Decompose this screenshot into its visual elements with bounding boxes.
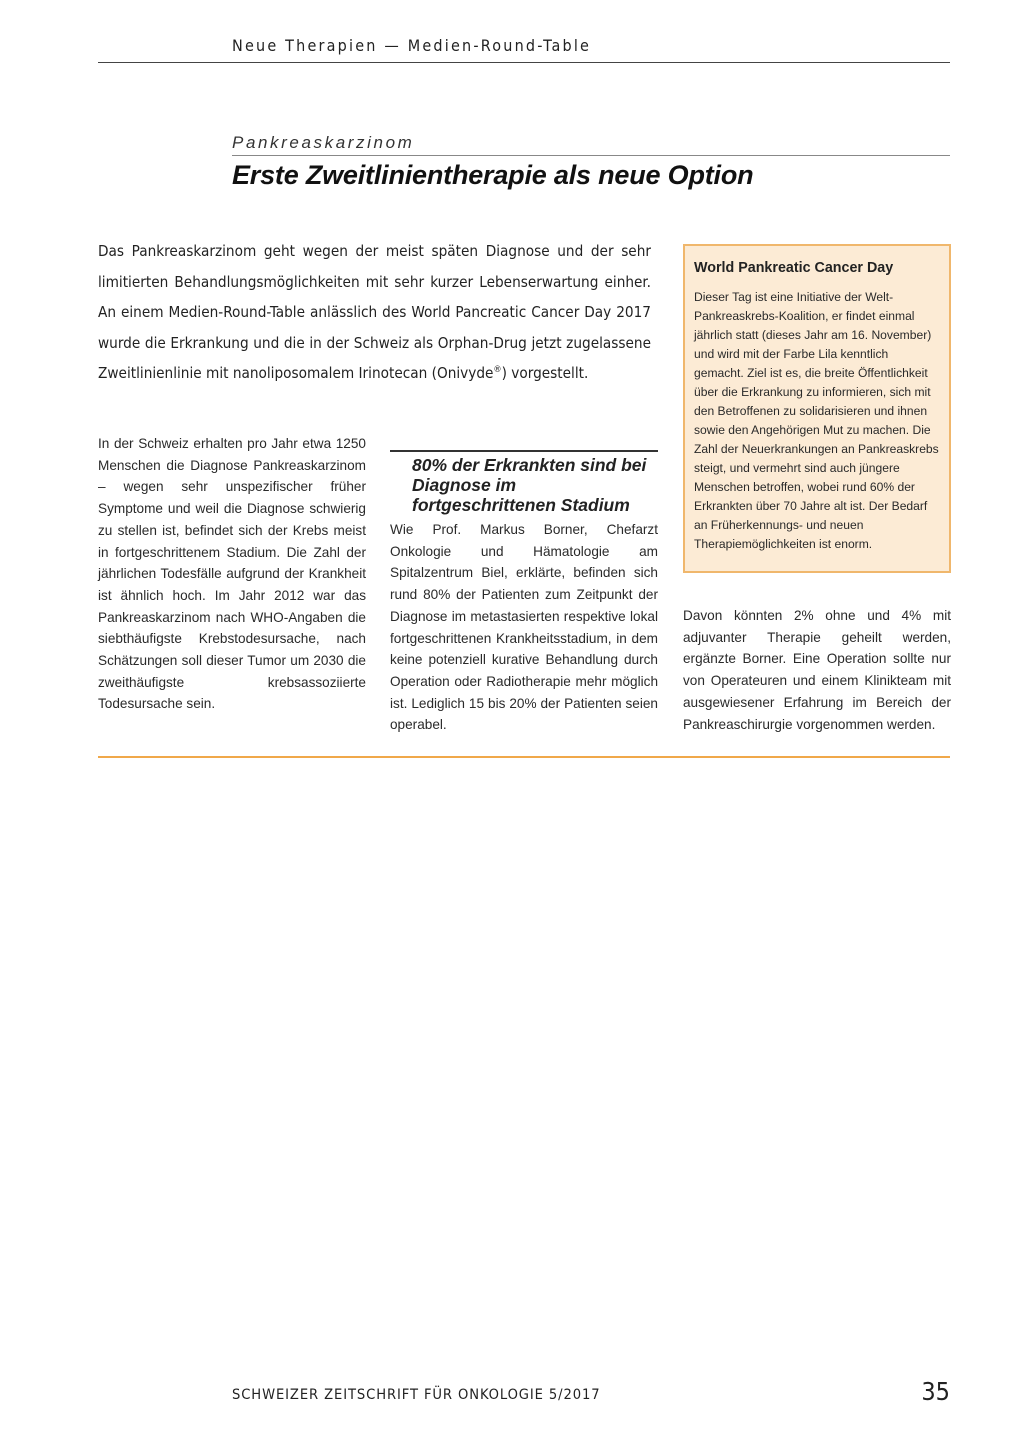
body-column-3: Davon könnten 2% ohne und 4% mit adjuvanter Therapie geheilt werden, ergänzte Borner. Eine Operation sollte nur von Operateuren und einem Klinikteam mit ausgewiesener Erfahrung im Bereich der Pankreaschirurgie vorgenommen werden.: [683, 608, 951, 732]
article-end-rule: [98, 756, 950, 758]
lead-text-end: ) vorgestellt.: [501, 364, 589, 382]
body-column-2: Wie Prof. Markus Borner, Chefarzt Onkologie und Hämatologie am Spitalzentrum Biel, erklärte, befinden sich rund 80% der Patienten zum Zeitpunkt der Diagnose im metastasierten respektive lokal fortgeschrittenen Krankheitsstadium, in dem keine potenziell kurative Behandlung durch Operation oder Radiotherapie mehr möglich ist. Lediglich 15 bis 20% der Patienten seien operabel.: [390, 522, 658, 733]
registered-mark: ®: [493, 364, 502, 375]
article-lead: [98, 236, 651, 389]
subhead-rule: [390, 450, 658, 452]
article-kicker: Pankreaskarzinom: [232, 133, 950, 156]
info-box: [683, 244, 951, 573]
info-box-title: World Pankreatic Cancer Day: [694, 260, 894, 276]
footer-journal: SCHWEIZER ZEITSCHRIFT FÜR ONKOLOGIE 5/2017: [232, 1386, 601, 1403]
page-number: 35: [921, 1377, 950, 1406]
body-column-1: In der Schweiz erhalten pro Jahr etwa 1250 Menschen die Diagnose Pankreaskarzinom – wegen sehr unspezifischer früher Symptome und weil die Diagnose schwierig zu stellen ist, befindet sich der Krebs meist in fortgeschrittenem Stadium. Die Zahl der jährlichen Todesfälle aufgrund der Krankheit ist ähnlich hoch. Im Jahr 2012 war das Pankreaskarzinom nach WHO-Angaben die siebthäufigste Krebstodesursache, nach Schätzungen soll dieser Tumor um 2030 die zweithäufigste krebsassoziierte Todesursache sein.: [98, 436, 366, 712]
lead-text: Das Pankreaskarzinom geht wegen der meist späten Diagnose und der sehr limitierten Behandlungsmöglichkeiten mit sehr kurzer Lebenserwartung einher. An einem Medien-Round-Table anlässlich des World Pancreatic Cancer Day 2017 wurde die Erkrankung und die in der Schweiz als Orphan-Drug jetzt zugelassene Zweitlinienlinie mit nanoliposomalem Irinotecan (Onivyde: [98, 242, 651, 382]
info-box-text: Dieser Tag ist eine Initiative der Welt-Pankreaskrebs-Koalition, er findet einmal jährlich statt (dieses Jahr am 16. November) und wird mit der Farbe Lila kenntlich gemacht. Ziel ist es, die breite Öffentlichkeit über die Erkrankung zu informieren, sich mit den Betroffenen zu solidarisieren und ihnen sowie den Angehörigen Mut zu machen. Die Zahl der Neuerkrankungen an Pankreaskrebs steigt, und vermehrt sind auch jüngere Menschen betroffen, wobei rund 60% der Erkrankten über 70 Jahre alt ist. Der Bedarf an Früherkennungs- und neuen Therapiemöglichkeiten ist enorm.: [694, 290, 939, 551]
running-header: Neue Therapien — Medien-Round-Table: [98, 36, 950, 63]
section-subhead: 80% der Erkrankten sind bei Diagnose im fortgeschrittenen Stadium: [412, 455, 647, 515]
article-title: Erste Zweitlinientherapie als neue Option: [232, 160, 754, 190]
